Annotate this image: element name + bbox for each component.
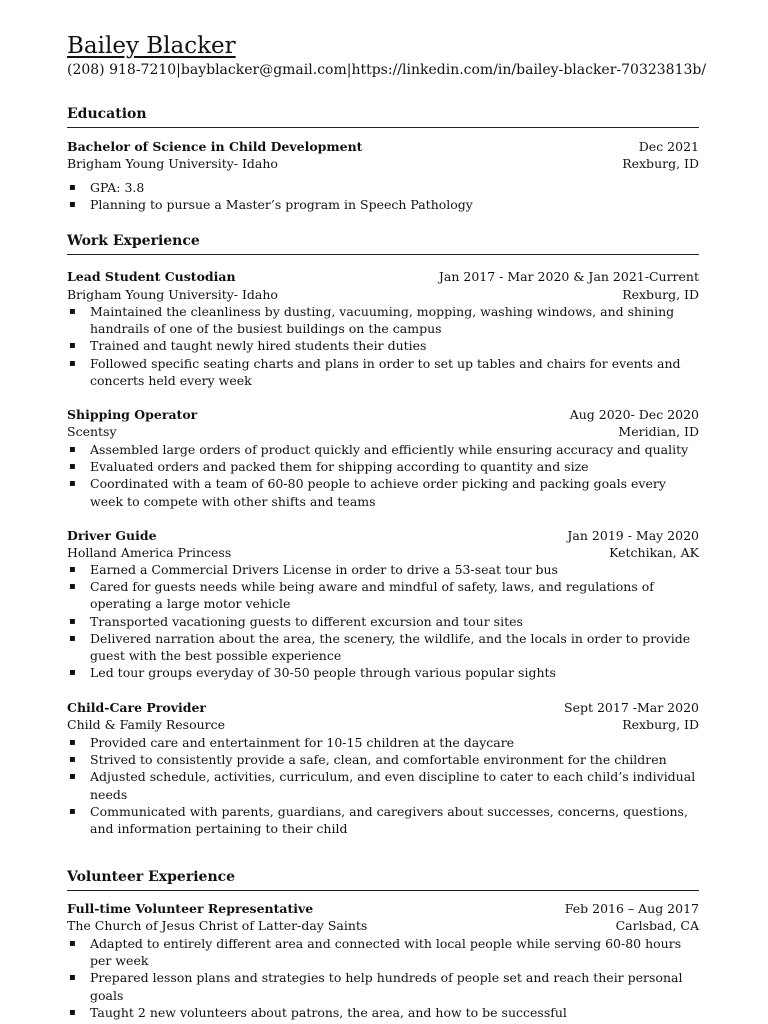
volunteer-location: Carlsbad, CA bbox=[615, 918, 699, 933]
list-item: ▪ Prepared lesson plans and strategies to help hundreds of people set and reach their personal goals bbox=[67, 969, 699, 1003]
applicant-name: Bailey Blacker bbox=[67, 33, 236, 59]
list-item: ▪ Cared for guests needs while being aware and mindful of safety, laws, and regulations of operating a large motor vehicle bbox=[67, 578, 699, 612]
list-item: ▪ Earned a Commercial Drivers License in order to drive a 53-seat tour bus bbox=[67, 561, 699, 578]
work-entry-org bbox=[67, 544, 699, 561]
school-location: Rexburg, ID bbox=[622, 156, 699, 171]
employer-location: Ketchikan, AK bbox=[609, 545, 699, 560]
list-item: ▪ Adapted to entirely different area and connected with local people while serving 60-80 hours per week bbox=[67, 935, 699, 969]
volunteer-entry-org bbox=[67, 917, 699, 934]
education-entry-org bbox=[67, 155, 699, 172]
list-item: ▪ Strived to consistently provide a safe, clean, and comfortable environment for the children bbox=[67, 751, 699, 768]
list-item: ▪ Delivered narration about the area, the scenery, the wildlife, and the locals in order to provide guest with the best possible experience bbox=[67, 630, 699, 664]
job-date: Sept 2017 -Mar 2020 bbox=[564, 700, 699, 715]
employer-name: Scentsy bbox=[67, 424, 117, 439]
list-item: ▪ Followed specific seating charts and plans in order to set up tables and chairs for events and concerts held every week bbox=[67, 355, 699, 389]
school-name: Brigham Young University- Idaho bbox=[67, 156, 278, 171]
work-entry-org bbox=[67, 423, 699, 440]
job-title: Driver Guide bbox=[67, 528, 157, 543]
list-item: ▪ Provided care and entertainment for 10-15 children at the daycare bbox=[67, 734, 699, 751]
job-date: Aug 2020- Dec 2020 bbox=[569, 407, 699, 422]
list-item: ▪ Assembled large orders of product quickly and efficiently while ensuring accuracy and quality bbox=[67, 441, 699, 458]
volunteer-heading: Volunteer Experience bbox=[67, 868, 699, 891]
work-bullets bbox=[67, 561, 699, 681]
employer-location: Rexburg, ID bbox=[622, 717, 699, 732]
education-entry-header bbox=[67, 138, 699, 155]
employer-location: Rexburg, ID bbox=[622, 287, 699, 302]
employer-location: Meridian, ID bbox=[618, 424, 699, 439]
list-item: ▪ Maintained the cleanliness by dusting, vacuuming, mopping, washing windows, and shining handrails of one of the busiest buildings on the campus bbox=[67, 303, 699, 337]
volunteer-org: The Church of Jesus Christ of Latter-day Saints bbox=[67, 918, 368, 933]
work-bullets bbox=[67, 441, 699, 510]
job-date: Jan 2017 - Mar 2020 & Jan 2021-Current bbox=[438, 269, 699, 284]
contact-line: (208) 918-7210|bayblacker@gmail.com|https://linkedin.com/in/bailey-blacker-70323813b/ bbox=[67, 62, 707, 78]
job-title: Lead Student Custodian bbox=[67, 269, 236, 284]
job-date: Jan 2019 - May 2020 bbox=[567, 528, 699, 543]
list-item: ▪ Evaluated orders and packed them for shipping according to quantity and size bbox=[67, 458, 699, 475]
work-entry-header bbox=[67, 406, 699, 423]
list-item: ▪ Led tour groups everyday of 30-50 people through various popular sights bbox=[67, 664, 699, 681]
volunteer-date: Feb 2016 – Aug 2017 bbox=[564, 901, 699, 916]
list-item: ▪ Trained and taught newly hired students their duties bbox=[67, 337, 699, 354]
list-item: ▪ GPA: 3.8 bbox=[67, 179, 699, 196]
degree-title: Bachelor of Science in Child Development bbox=[67, 139, 363, 154]
employer-name: Brigham Young University- Idaho bbox=[67, 287, 278, 302]
list-item: ▪ Coordinated with a team of 60-80 people to achieve order picking and packing goals every week to compete with other shifts and teams bbox=[67, 475, 699, 509]
work-bullets bbox=[67, 734, 699, 837]
list-item: ▪ Taught 2 new volunteers about patrons, the area, and how to be successful bbox=[67, 1004, 699, 1021]
volunteer-entry-header bbox=[67, 900, 699, 917]
list-item: ▪ Communicated with parents, guardians, and caregivers about successes, concerns, questions, and information pertaining to their child bbox=[67, 803, 699, 837]
job-title: Shipping Operator bbox=[67, 407, 198, 422]
work-entry-org bbox=[67, 286, 699, 303]
education-bullets bbox=[67, 179, 699, 213]
job-title: Child-Care Provider bbox=[67, 700, 207, 715]
education-heading: Education bbox=[67, 105, 699, 128]
work-entry-header bbox=[67, 527, 699, 544]
work-heading: Work Experience bbox=[67, 232, 699, 255]
work-entry-org bbox=[67, 716, 699, 733]
work-bullets bbox=[67, 303, 699, 389]
work-entry-header bbox=[67, 699, 699, 716]
work-entry-header bbox=[67, 268, 699, 285]
list-item: ▪ Planning to pursue a Master’s program in Speech Pathology bbox=[67, 196, 699, 213]
list-item: ▪ Adjusted schedule, activities, curriculum, and even discipline to cater to each child’s individual needs bbox=[67, 768, 699, 802]
volunteer-bullets bbox=[67, 935, 699, 1021]
degree-date: Dec 2021 bbox=[638, 139, 699, 154]
list-item: ▪ Transported vacationing guests to different excursion and tour sites bbox=[67, 613, 699, 630]
employer-name: Holland America Princess bbox=[67, 545, 232, 560]
employer-name: Child & Family Resource bbox=[67, 717, 226, 732]
volunteer-title: Full-time Volunteer Representative bbox=[67, 901, 314, 916]
